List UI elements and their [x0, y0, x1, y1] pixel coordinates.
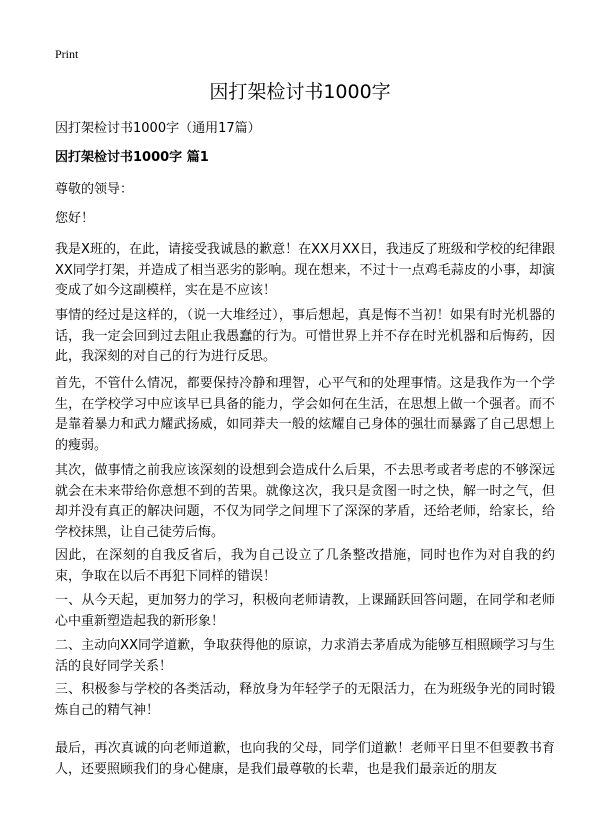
document-subtitle: 因打架检讨书1000字（通用17篇）	[55, 121, 261, 136]
body-paragraph-3: 首先，不管什么情况，都要保持冷静和理智，心平气和的处理事情。这是我作为一个学生，在学校学习中应该早已具备的能力，学会如何在生活，在思想上做一个强者。而不是靠着暴力和武力耀武扬威，如同莽夫一般的炫耀自己身体的强壮而暴露了自己思想上的瘦弱。	[55, 376, 555, 453]
body-paragraph-9: 最后，再次真诚的向老师道歉，也向我的父母，同学们道歉！老师平日里不但要教书育人，还要照顾我们的身心健康，是我们最尊敬的长辈，也是我们最亲近的朋友	[55, 741, 555, 777]
body-paragraph-6: 一、从今天起，更加努力的学习，积极向老师请教，上课踊跃回答问题，在同学和老师心中重新塑造起我的新形象！	[55, 593, 555, 629]
section-heading: 因打架检讨书1000字 篇1	[55, 150, 209, 165]
body-paragraph-8: 三、积极参与学校的各类活动，释放身为年轻学子的无限活力，在为班级争光的同时锻炼自己的精气神！	[55, 682, 555, 718]
body-paragraph-5: 因此，在深刻的自我反省后，我为自己设立了几条整改措施，同时也作为对自我的约束，争取在以后不再犯下同样的错误！	[55, 548, 555, 584]
greeting: 您好！	[55, 211, 95, 226]
print-label[interactable]: Print	[55, 47, 79, 61]
body-paragraph-1: 我是X班的，在此，请接受我诚恳的歉意！在XX月XX日，我违反了班级和学校的纪律跟XX同学打架，并造成了相当恶劣的影响。现在想来，不过十一点鸡毛蒜皮的小事，却演变成了如今这副模样，实在是不应该！	[55, 242, 555, 298]
body-paragraph-2: 事情的经过是这样的，（说一大堆经过），事后想起，真是悔不当初！如果有时光机器的话，我一定会回到过去阻止我愚蠢的行为。可惜世界上并不存在时光机器和后悔药，因此，我深刻的对自己的行为进行反思。	[55, 308, 555, 364]
salutation: 尊敬的领导：	[55, 182, 134, 197]
body-paragraph-7: 二、主动向XX同学道歉，争取获得他的原谅，力求消去茅盾成为能够互相照顾学习与生活的良好同学关系！	[55, 638, 555, 674]
document-title: 因打架检讨书1000字	[209, 81, 391, 103]
body-paragraph-4: 其次，做事情之前我应该深刻的设想到会造成什么后果，不去思考或者考虑的不够深远就会在未来带给你意想不到的苦果。就像这次，我只是贪图一时之快，解一时之气，但却并没有真正的解决问题，不仅为同学之间埋下了深深的茅盾，还给老师，给家长，给学校抹黑，让自己徒劳后悔。	[55, 463, 555, 540]
